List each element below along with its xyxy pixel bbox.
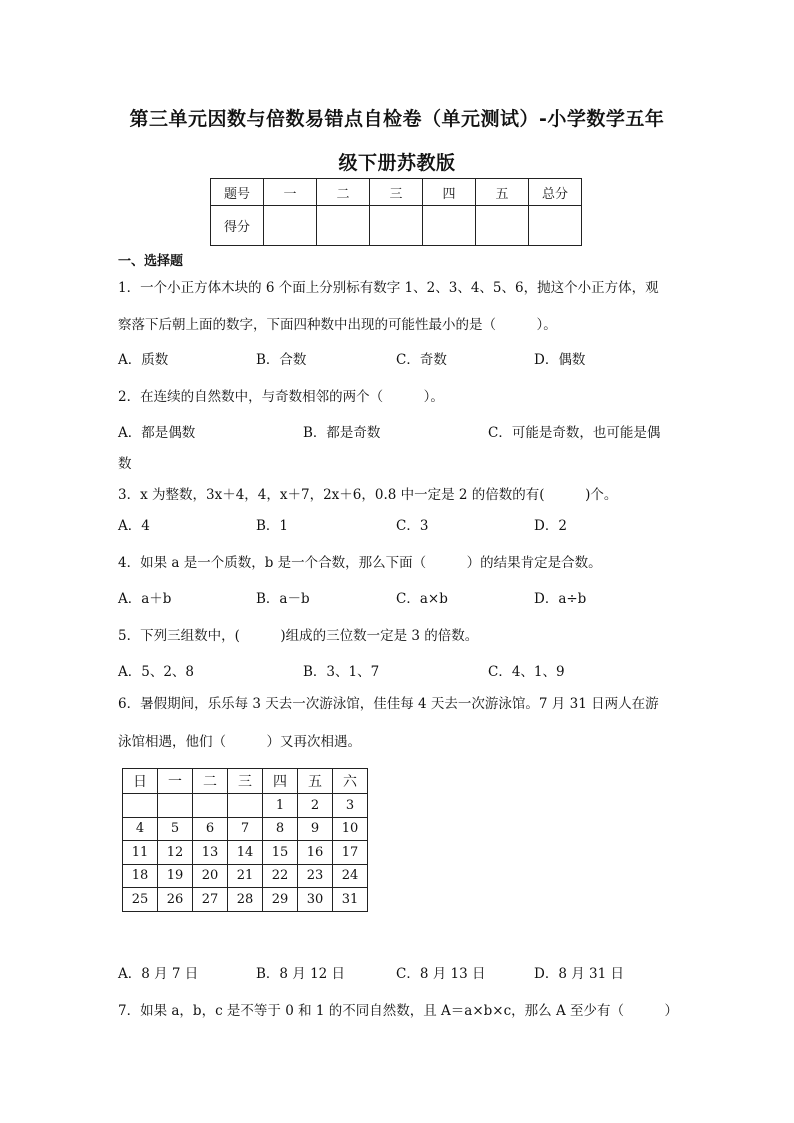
- question-5-option-c[interactable]: C．4、1、9: [488, 664, 565, 680]
- calendar-day: 8: [263, 817, 298, 841]
- question-5-option-a[interactable]: A．5、2、8: [118, 664, 195, 680]
- score-header-cell: 题号: [211, 179, 264, 206]
- question-7-line1: 7．如果 a，b，c 是不等于 0 和 1 的不同自然数，且 A＝a×b×c，那么 A 至少有（ ）: [118, 1003, 679, 1019]
- question-1-line2: 察落下后朝上面的数字，下面四种数中出现的可能性最小的是（ ）。: [118, 317, 557, 333]
- score-input-cell[interactable]: [317, 206, 370, 246]
- calendar-day: 7: [228, 817, 263, 841]
- calendar-day: 2: [298, 794, 333, 818]
- calendar-day: 31: [333, 888, 368, 912]
- calendar-weekday: 六: [333, 769, 368, 794]
- calendar-week-row: [123, 817, 368, 841]
- calendar-day: 24: [333, 864, 368, 888]
- question-6-line1: 6．暑假期间，乐乐每 3 天去一次游泳馆，佳佳每 4 天去一次游泳馆。7 月 31 日两人在游: [118, 696, 659, 712]
- calendar-day: 5: [158, 817, 193, 841]
- calendar-week-row: [123, 794, 368, 818]
- score-label-cell: 得分: [211, 206, 264, 246]
- calendar-day: [193, 794, 228, 818]
- calendar-day: 12: [158, 841, 193, 865]
- question-2-option-c-wrap: 数: [118, 456, 132, 472]
- calendar-day: 10: [333, 817, 368, 841]
- calendar-weekday: 日: [123, 769, 158, 794]
- calendar-day: [228, 794, 263, 818]
- calendar-weekday: 五: [298, 769, 333, 794]
- calendar-day: 20: [193, 864, 228, 888]
- score-header-cell: 三: [370, 179, 423, 206]
- page-title-line2: 级下册苏教版: [338, 152, 456, 174]
- question-3-option-a[interactable]: A．4: [118, 518, 150, 534]
- page-title-line1: 第三单元因数与倍数易错点自检卷（单元测试）-小学数学五年: [129, 108, 665, 130]
- section-heading: 一、选择题: [118, 254, 184, 269]
- score-input-cell[interactable]: [529, 206, 582, 246]
- score-header-cell: 四: [423, 179, 476, 206]
- calendar-day: 25: [123, 888, 158, 912]
- calendar-day: 13: [193, 841, 228, 865]
- calendar-weekday: 二: [193, 769, 228, 794]
- question-1-option-b[interactable]: B．合数: [256, 352, 307, 368]
- score-table: [210, 178, 582, 246]
- calendar-weekday: 四: [263, 769, 298, 794]
- score-header-cell: 一: [264, 179, 317, 206]
- calendar-day: 3: [333, 794, 368, 818]
- question-6-option-c[interactable]: C．8 月 13 日: [396, 966, 486, 982]
- question-3-option-c[interactable]: C．3: [396, 518, 429, 534]
- question-4-option-a[interactable]: A．a＋b: [118, 591, 172, 607]
- question-6-option-b[interactable]: B．8 月 12 日: [256, 966, 346, 982]
- score-input-cell[interactable]: [423, 206, 476, 246]
- question-2-option-b[interactable]: B．都是奇数: [303, 425, 381, 441]
- calendar-day: 22: [263, 864, 298, 888]
- question-6-option-d[interactable]: D．8 月 31 日: [534, 966, 624, 982]
- question-5-line1: 5．下列三组数中，( )组成的三位数一定是 3 的倍数。: [118, 628, 479, 644]
- calendar-day: 18: [123, 864, 158, 888]
- question-4-line1: 4．如果 a 是一个质数，b 是一个合数，那么下面（ ）的结果肯定是合数。: [118, 555, 602, 571]
- question-1-option-d[interactable]: D．偶数: [534, 352, 586, 368]
- calendar-weekday: 一: [158, 769, 193, 794]
- calendar-day: 9: [298, 817, 333, 841]
- calendar-day: 29: [263, 888, 298, 912]
- question-2-option-a[interactable]: A．都是偶数: [118, 425, 196, 441]
- question-3-option-d[interactable]: D．2: [534, 518, 567, 534]
- calendar-week-row: [123, 864, 368, 888]
- score-input-cell[interactable]: [370, 206, 423, 246]
- question-3-option-b[interactable]: B．1: [256, 518, 289, 534]
- question-5-option-b[interactable]: B．3、1、7: [303, 664, 380, 680]
- question-2-option-c[interactable]: C．可能是奇数，也可能是偶: [488, 425, 661, 441]
- score-input-cell[interactable]: [264, 206, 317, 246]
- calendar-day: 15: [263, 841, 298, 865]
- score-input-cell[interactable]: [476, 206, 529, 246]
- question-4-option-c[interactable]: C．a×b: [396, 591, 448, 607]
- calendar-day: 19: [158, 864, 193, 888]
- calendar-day: 1: [263, 794, 298, 818]
- calendar-day: [158, 794, 193, 818]
- calendar-week-row: [123, 888, 368, 912]
- score-table-score-row: [211, 206, 582, 246]
- question-1-option-a[interactable]: A．质数: [118, 352, 169, 368]
- score-header-cell: 五: [476, 179, 529, 206]
- calendar-weekday: 三: [228, 769, 263, 794]
- question-1-line1: 1．一个小正方体木块的 6 个面上分别标有数字 1、2、3、4、5、6，抛这个小正方体，观: [118, 280, 659, 296]
- calendar-week-row: [123, 841, 368, 865]
- calendar-day: 4: [123, 817, 158, 841]
- calendar-day: 11: [123, 841, 158, 865]
- score-header-cell: 总分: [529, 179, 582, 206]
- calendar-day: 6: [193, 817, 228, 841]
- calendar-header-row: [123, 769, 368, 794]
- calendar-day: [123, 794, 158, 818]
- calendar-day: 17: [333, 841, 368, 865]
- calendar-day: 23: [298, 864, 333, 888]
- calendar-day: 27: [193, 888, 228, 912]
- question-6-line2: 泳馆相遇，他们（ ）又再次相遇。: [118, 734, 361, 750]
- question-3-line1: 3．x 为整数，3x＋4，4，x＋7，2x＋6，0.8 中一定是 2 的倍数的有( )个。: [118, 487, 618, 503]
- question-2-line1: 2．在连续的自然数中，与奇数相邻的两个（ ）。: [118, 389, 444, 405]
- calendar-day: 14: [228, 841, 263, 865]
- calendar-day: 21: [228, 864, 263, 888]
- calendar-table: [122, 768, 368, 912]
- score-header-cell: 二: [317, 179, 370, 206]
- calendar-day: 30: [298, 888, 333, 912]
- question-4-option-b[interactable]: B．a－b: [256, 591, 310, 607]
- question-6-option-a[interactable]: A．8 月 7 日: [118, 966, 199, 982]
- score-table-header-row: [211, 179, 582, 206]
- calendar-day: 26: [158, 888, 193, 912]
- calendar-day: 16: [298, 841, 333, 865]
- question-4-option-d[interactable]: D．a÷b: [534, 591, 587, 607]
- calendar-day: 28: [228, 888, 263, 912]
- question-1-option-c[interactable]: C．奇数: [396, 352, 447, 368]
